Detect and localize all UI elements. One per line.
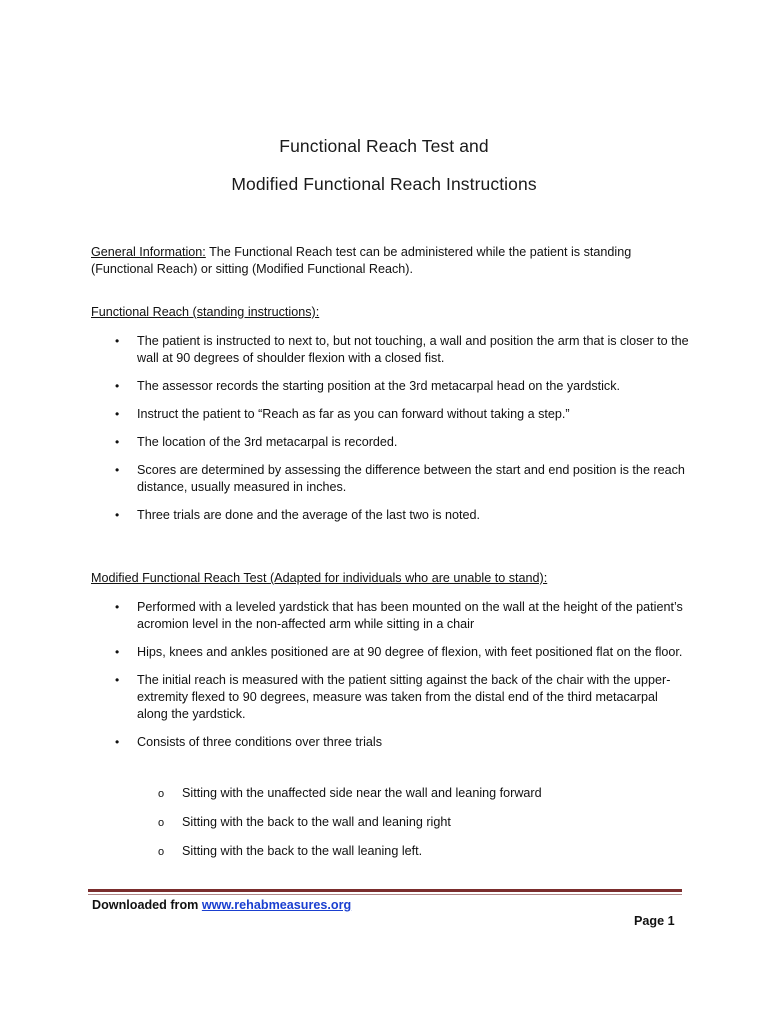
sub-list-item: [91, 843, 691, 860]
conditions-sub-list: [91, 785, 691, 872]
downloaded-label: Downloaded from: [92, 898, 202, 912]
list-item: [91, 434, 691, 451]
list-item: [91, 644, 691, 661]
list-item: [91, 672, 691, 723]
functional-reach-list: [91, 333, 691, 535]
general-information: [91, 244, 671, 278]
circle-bullet-icon: o: [158, 846, 165, 858]
sub-list-item-text: Sitting with the back to the wall and leaning right: [182, 815, 451, 829]
sub-list-item-text: Sitting with the back to the wall leaning left.: [182, 844, 423, 858]
bullet-icon: •: [115, 435, 120, 449]
general-information-label: General Information:: [91, 245, 206, 259]
list-item: [91, 462, 691, 496]
bullet-icon: •: [115, 407, 120, 421]
list-item-text: The location of the 3rd metacarpal is recorded.: [137, 435, 398, 449]
list-item: [91, 333, 691, 367]
sub-list-item: [91, 814, 691, 831]
bullet-icon: •: [115, 673, 120, 687]
bullet-icon: •: [115, 379, 120, 393]
list-item-text: The patient is instructed to next to, but not touching, a wall and position the arm that is closer to the wall at 90 degrees of shoulder flexion with a closed fist.: [137, 334, 689, 365]
bullet-icon: •: [115, 334, 120, 348]
bullet-icon: •: [115, 508, 120, 522]
footer-divider-thin: [88, 894, 682, 895]
list-item-text: Performed with a leveled yardstick that has been mounted on the wall at the height of the patient’s acromion level in the non-affected arm while sitting in a chair: [137, 600, 683, 631]
list-item-text: Three trials are done and the average of the last two is noted.: [137, 508, 481, 522]
functional-reach-heading: Functional Reach (standing instructions):: [91, 305, 320, 319]
footer-downloaded: [92, 898, 351, 912]
modified-functional-reach-list: [91, 599, 691, 762]
list-item-text: Instruct the patient to “Reach as far as you can forward without taking a step.”: [137, 407, 570, 421]
sub-list-item-text: Sitting with the unaffected side near the wall and leaning forward: [182, 786, 542, 800]
list-item: [91, 507, 691, 524]
list-item: [91, 599, 691, 633]
bullet-icon: •: [115, 463, 120, 477]
list-item-text: The assessor records the starting position at the 3rd metacarpal head on the yardstick.: [137, 379, 621, 393]
general-information-text: The Functional Reach test can be administered while the patient is standing (Functional Reach) or sitting (Modified Functional Reach).: [91, 245, 632, 276]
bullet-icon: •: [115, 600, 120, 614]
list-item: [91, 406, 691, 423]
title-line-1: Functional Reach Test and: [279, 136, 489, 156]
circle-bullet-icon: o: [158, 817, 165, 829]
title-line-2: Modified Functional Reach Instructions: [231, 174, 537, 194]
sub-list-item: [91, 785, 691, 802]
list-item: [91, 378, 691, 395]
modified-functional-reach-heading: Modified Functional Reach Test (Adapted for individuals who are unable to stand):: [91, 571, 548, 585]
bullet-icon: •: [115, 735, 120, 749]
list-item-text: Hips, knees and ankles positioned are at 90 degree of flexion, with feet positioned flat on the floor.: [137, 645, 683, 659]
list-item-text: The initial reach is measured with the patient sitting against the back of the chair with the upper-extremity flexed to 90 degrees, measure was taken from the distal end of the third metacarpal along the yardstick.: [137, 673, 671, 721]
list-item-text: Consists of three conditions over three trials: [137, 735, 382, 749]
rehabmeasures-link[interactable]: www.rehabmeasures.org: [201, 898, 352, 912]
list-item: [91, 734, 691, 751]
bullet-icon: •: [115, 645, 120, 659]
circle-bullet-icon: o: [158, 788, 165, 800]
list-item-text: Scores are determined by assessing the difference between the start and end position is the reach distance, usually measured in inches.: [137, 463, 685, 494]
footer-divider: [88, 889, 682, 892]
page-number: Page 1: [634, 914, 675, 928]
